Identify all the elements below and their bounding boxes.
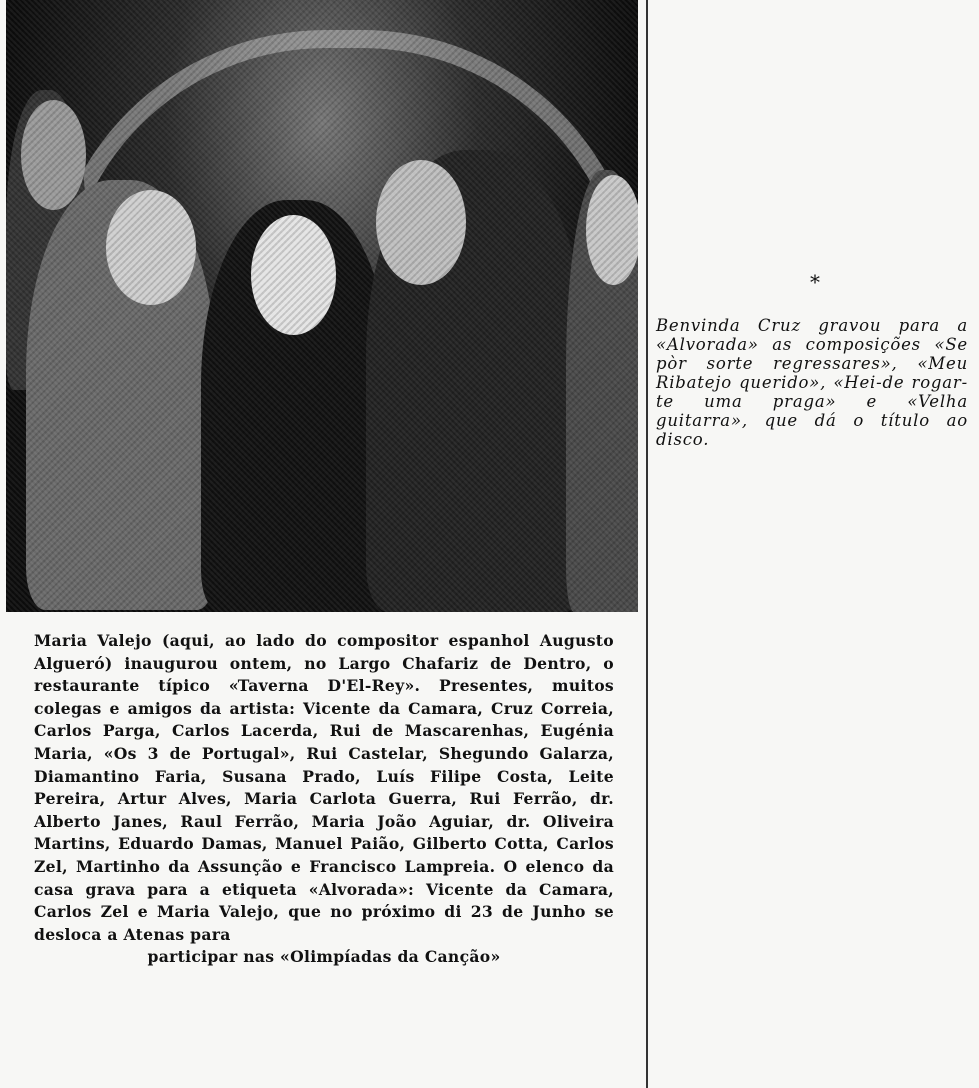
asterisk-icon: * bbox=[810, 270, 820, 294]
news-photo bbox=[6, 0, 638, 612]
caption-last-line: participar nas «Olimpíadas da Canção» bbox=[147, 947, 501, 967]
halftone-grain bbox=[6, 0, 638, 612]
side-note-text: Benvinda Cruz gravou para a «Alvorada» as composições «Se pòr sorte regressares», «Meu Ribatejo querido», «Hei-de rogar-te uma praga» e «Velha guitarra», que dá o título ao disco. bbox=[656, 316, 968, 449]
caption-body: Maria Valejo (aqui, ao lado do compositor espanhol Augusto Algueró) inaugurou ontem, no Largo Chafariz de Dentro, o restaurante típico «Taverna D'El-Rey». Presentes, muitos colegas e amigos da artista: Vicente da Camara, Cruz Correia, Carlos Parga, Carlos Lacerda, Rui de Mascarenhas, Eugénia Maria, «Os 3 de Portugal», Rui Castelar, Shegundo Galarza, Diamantino Faria, Susana Prado, Luís Filipe Costa, Leite Pereira, Artur Alves, Maria Carlota Guerra, Rui Ferrão, dr. Alberto Janes, Raul Ferrão, Maria João Aguiar, dr. Oliveira Martins, Eduardo Damas, Manuel Paião, Gilberto Cotta, Carlos Zel, Martinho da Assunção e Francisco Lampreia. O elenco da casa grava para a etiqueta «Alvorada»: Vicente da Camara, Carlos Zel e Maria Valejo, que no próximo di 23 de Junho se desloca a Atenas para bbox=[34, 631, 614, 944]
column-rule bbox=[646, 0, 648, 1088]
photo-caption bbox=[34, 630, 614, 969]
